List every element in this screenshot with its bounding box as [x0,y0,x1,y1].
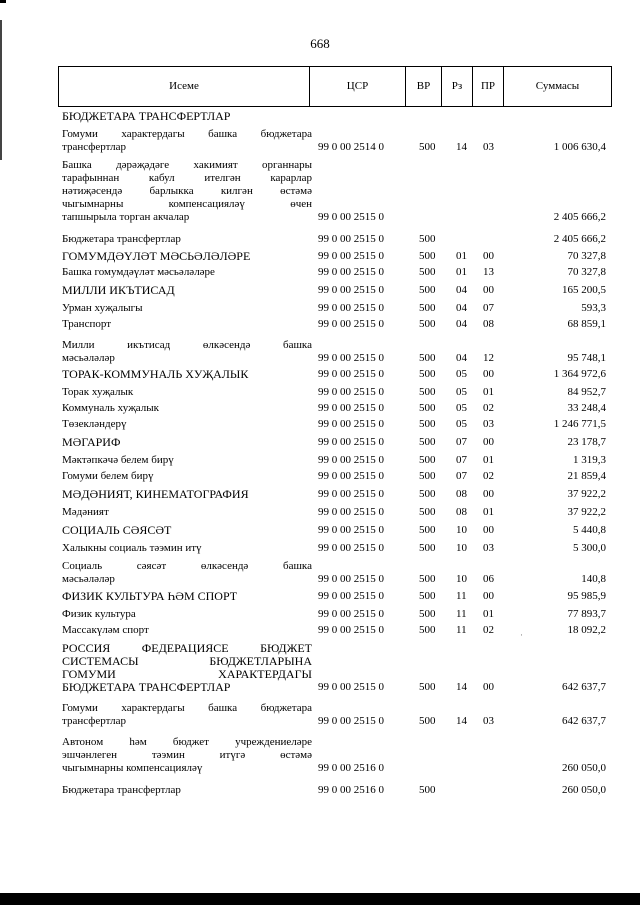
table-row [0,266,640,279]
header-sum: Суммасы [535,80,580,92]
rz-code: 07 [456,436,467,448]
header-rz: Рз [451,80,463,92]
table-row [0,560,640,586]
row-name [62,284,312,297]
header-name: Исеме [169,80,199,92]
amount: 21 859,4 [567,470,606,482]
row-name [62,418,312,431]
table-row [0,318,640,331]
csr-code: 99 0 00 2515 0 [318,470,384,482]
amount: 70 327,8 [567,250,606,262]
pr-code: 07 [483,302,494,314]
amount: 37 922,2 [567,506,606,518]
amount: 593,3 [581,302,606,314]
row-name [62,488,312,501]
csr-code: 99 0 00 2515 0 [318,302,384,314]
table-row [0,642,640,694]
row-name-line: трансфертлар [62,715,126,727]
pr-code: 03 [483,542,494,554]
csr-code: 99 0 00 2515 0 [318,284,384,296]
row-name [62,608,312,621]
pr-code: 08 [483,318,494,330]
csr-code: 99 0 00 2515 0 [318,624,384,636]
rz-code: 07 [456,454,467,466]
rz-code: 04 [456,302,467,314]
row-name-line: чыгымнарны компенсацияләү өчен [62,198,312,210]
row-name-line: СОЦИАЛЬ СӘЯСӘТ [62,523,172,537]
vr-code: 500 [419,250,436,262]
row-name-line: Торак хуҗалык [62,386,134,398]
pr-code: 03 [483,418,494,430]
vr-code: 500 [419,454,436,466]
row-name-line: МӘГАРИФ [62,435,121,449]
row-name [62,368,312,381]
vr-code: 500 [419,233,436,245]
rz-code: 08 [456,488,467,500]
row-name [62,250,312,263]
csr-code: 99 0 00 2515 0 [318,590,384,602]
table-row [0,506,640,519]
vr-code: 500 [419,681,436,693]
csr-code: 99 0 00 2515 0 [318,524,384,536]
csr-code: 99 0 00 2515 0 [318,233,384,245]
rz-code: 04 [456,352,467,364]
amount: 642 637,7 [562,681,606,693]
table-row [0,454,640,467]
rz-code: 05 [456,402,467,414]
row-name-line: ГОМУМДӘҮЛӘТ МӘСЬӘЛӘЛӘРЕ [62,249,251,263]
vr-code: 500 [419,608,436,620]
rz-code: 05 [456,368,467,380]
pr-code: 03 [483,141,494,153]
amount: 1 364 972,6 [553,368,606,380]
row-name [62,702,312,728]
row-name [62,402,312,415]
rz-code: 04 [456,284,467,296]
row-name [62,302,312,315]
amount: 5 300,0 [573,542,606,554]
row-name [62,542,312,555]
row-name [62,560,312,586]
csr-code: 99 0 00 2515 0 [318,506,384,518]
pr-code: 00 [483,436,494,448]
vr-code: 500 [419,386,436,398]
row-name [62,642,312,694]
table-row [0,159,640,224]
csr-code: 99 0 00 2515 0 [318,542,384,554]
pr-code: 00 [483,590,494,602]
row-name-line: Башка гомумдәүләт мәсьәләләре [62,266,215,278]
pr-code: 00 [483,368,494,380]
header-pr: ПР [480,80,496,92]
vr-code: 500 [419,506,436,518]
row-name-line: МИЛЛИ ИКЪТИСАД [62,283,175,297]
rz-code: 14 [456,681,467,693]
row-name [62,233,312,246]
vr-code: 500 [419,266,436,278]
row-name-line: тапшырыла торган акчалар [62,211,190,223]
row-name-line: Социаль сәясәт өлкәсендә башка [62,560,312,572]
table-row [0,128,640,154]
vr-code: 500 [419,488,436,500]
table-row [0,470,640,483]
pr-code: 01 [483,386,494,398]
row-name-line: Төзекләндерү [62,418,127,430]
csr-code: 99 0 00 2515 0 [318,352,384,364]
row-name-line: эшчәнлеген тәэмин итүгә өстәмә [62,749,312,761]
csr-code: 99 0 00 2516 0 [318,762,384,774]
amount: 77 893,7 [567,608,606,620]
rz-code: 11 [456,624,467,636]
row-name-line: Автоном һәм бюджет учреждениеләре [62,736,312,748]
row-name-line: Бюджетара трансфертлар [62,233,181,245]
amount: 68 859,1 [567,318,606,330]
pr-code: 00 [483,250,494,262]
rz-code: 10 [456,542,467,554]
amount: 2 405 666,2 [553,233,606,245]
row-name-line: трансфертлар [62,141,126,153]
csr-code: 99 0 00 2514 0 [318,141,384,153]
row-name [62,590,312,603]
amount: 70 327,8 [567,266,606,278]
page-number: 668 [310,36,330,51]
amount: 5 440,8 [573,524,606,536]
amount: 1 006 630,4 [553,141,606,153]
table-row [0,524,640,537]
table-row [0,284,640,297]
row-name-line: Халыкны социаль тәэмин итү [62,542,202,554]
row-name [62,110,312,123]
table-row [0,736,640,775]
row-name [62,506,312,519]
amount: 33 248,4 [567,402,606,414]
row-name-line: Коммуналь хуҗалык [62,402,160,414]
table-row [0,702,640,728]
amount: 642 637,7 [562,715,606,727]
row-name-line: Милли икътисад өлкәсендә башка [62,339,312,351]
vr-code: 500 [419,624,436,636]
table-row [0,418,640,431]
amount: 165 200,5 [562,284,606,296]
csr-code: 99 0 00 2515 0 [318,681,384,693]
rz-code: 10 [456,573,467,585]
row-name-line: Башка дәрәҗәдәге хакимият органнары [62,159,312,171]
rz-code: 11 [456,608,467,620]
row-name-line: Гомуми белем бирү [62,470,154,482]
vr-code: 500 [419,402,436,414]
rz-code: 05 [456,418,467,430]
vr-code: 500 [419,470,436,482]
amount: 95 748,1 [567,352,606,364]
row-name [62,624,312,637]
header-vr: ВР [416,80,431,92]
rz-code: 11 [456,590,467,602]
row-name [62,454,312,467]
csr-code: 99 0 00 2515 0 [318,608,384,620]
rz-code: 05 [456,386,467,398]
csr-code: 99 0 00 2515 0 [318,715,384,727]
row-name-line: Физик культура [62,608,136,620]
table-row [0,624,640,637]
row-name-line: БЮДЖЕТАРА ТРАНСФЕРТЛАР [62,109,231,123]
csr-code: 99 0 00 2515 0 [318,386,384,398]
row-name-line: РОССИЯ ФЕДЕРАЦИЯСЕ БЮДЖЕТ [62,641,312,655]
amount: 2 405 666,2 [553,211,606,223]
table-row [0,339,640,365]
table-row [0,110,640,123]
amount: 260 050,0 [562,784,606,796]
pr-code: 01 [483,608,494,620]
csr-code: 99 0 00 2515 0 [318,250,384,262]
vr-code: 500 [419,715,436,727]
row-name [62,128,312,154]
table-row [0,402,640,415]
row-name-line: МӘДӘНИЯТ, КИНЕМАТОГРАФИЯ [62,487,249,501]
row-name-line: Бюджетара трансфертлар [62,784,181,796]
pr-code: 01 [483,506,494,518]
vr-code: 500 [419,573,436,585]
pr-code: 02 [483,470,494,482]
csr-code: 99 0 00 2515 0 [318,418,384,430]
pr-code: 13 [483,266,494,278]
pr-code: 00 [483,524,494,536]
rz-code: 01 [456,266,467,278]
amount: 260 050,0 [562,762,606,774]
table-row [0,488,640,501]
vr-code: 500 [419,302,436,314]
pr-code: 00 [483,284,494,296]
vr-code: 500 [419,436,436,448]
row-name [62,436,312,449]
table-row [0,608,640,621]
amount: 18 092,2 [567,624,606,636]
vr-code: 500 [419,542,436,554]
csr-code: 99 0 00 2515 0 [318,368,384,380]
table-row [0,590,640,603]
csr-code: 99 0 00 2515 0 [318,402,384,414]
row-name-line: Мәктәпкәчә белем бирү [62,454,174,466]
vr-code: 500 [419,141,436,153]
csr-code: 99 0 00 2515 0 [318,488,384,500]
csr-code: 99 0 00 2516 0 [318,784,384,796]
table-row [0,386,640,399]
scan-speck: · [520,630,523,640]
row-name-line: чыгымнарны компенсацияләү [62,762,203,774]
row-name-line: БЮДЖЕТАРА ТРАНСФЕРТЛАР [62,680,231,694]
row-name-line: СИСТЕМАСЫ БЮДЖЕТЛАРЫНА [62,654,312,668]
vr-code: 500 [419,368,436,380]
amount: 84 952,7 [567,386,606,398]
table-row [0,542,640,555]
row-name-line: ГОМУМИ ХАРАКТЕРДАГЫ [62,667,312,681]
amount: 1 319,3 [573,454,606,466]
row-name-line: мәсьәләләр [62,352,115,364]
vr-code: 500 [419,318,436,330]
vr-code: 500 [419,524,436,536]
table-row [0,436,640,449]
rz-code: 04 [456,318,467,330]
pr-code: 03 [483,715,494,727]
row-name-line: тарафыннан кабул ителгән карарлар [62,172,312,184]
header-csr: ЦСР [346,80,369,92]
amount: 1 246 771,5 [553,418,606,430]
row-name-line: Транспорт [62,318,112,330]
row-name-line: Гомуми характердагы башка бюджетара [62,702,312,714]
row-name [62,339,312,365]
vr-code: 500 [419,784,436,796]
row-name [62,318,312,331]
row-name-line: нәтиҗәсендә барлыкка килгән өстәмә [62,185,312,197]
csr-code: 99 0 00 2515 0 [318,436,384,448]
row-name [62,736,312,775]
pr-code: 06 [483,573,494,585]
rz-code: 01 [456,250,467,262]
rz-code: 08 [456,506,467,518]
row-name-line: Массакүләм спорт [62,624,149,636]
amount: 23 178,7 [567,436,606,448]
vr-code: 500 [419,418,436,430]
row-name [62,266,312,279]
table-row [0,784,640,797]
row-name [62,784,312,797]
pr-code: 02 [483,624,494,636]
rz-code: 14 [456,715,467,727]
pr-code: 00 [483,681,494,693]
row-name-line: ТОРАК-КОММУНАЛЬ ХУҖАЛЫК [62,367,249,381]
row-name [62,386,312,399]
row-name [62,470,312,483]
table-row [0,233,640,246]
row-name-line: Мәдәният [62,506,109,518]
csr-code: 99 0 00 2515 0 [318,211,384,223]
csr-code: 99 0 00 2515 0 [318,266,384,278]
csr-code: 99 0 00 2515 0 [318,454,384,466]
vr-code: 500 [419,284,436,296]
rz-code: 07 [456,470,467,482]
row-name-line: Урман хуҗалыгы [62,302,143,314]
rz-code: 14 [456,141,467,153]
row-name-line: Гомуми характердагы башка бюджетара [62,128,312,140]
table-row [0,250,640,263]
row-name [62,159,312,224]
csr-code: 99 0 00 2515 0 [318,573,384,585]
row-name-line: мәсьәләләр [62,573,115,585]
pr-code: 12 [483,352,494,364]
rz-code: 10 [456,524,467,536]
amount: 140,8 [581,573,606,585]
row-name [62,524,312,537]
pr-code: 01 [483,454,494,466]
vr-code: 500 [419,590,436,602]
pr-code: 02 [483,402,494,414]
table-row [0,302,640,315]
amount: 95 985,9 [567,590,606,602]
csr-code: 99 0 00 2515 0 [318,318,384,330]
amount: 37 922,2 [567,488,606,500]
pr-code: 00 [483,488,494,500]
table-row [0,368,640,381]
vr-code: 500 [419,352,436,364]
row-name-line: ФИЗИК КУЛЬТУРА ҺӘМ СПОРТ [62,589,238,603]
